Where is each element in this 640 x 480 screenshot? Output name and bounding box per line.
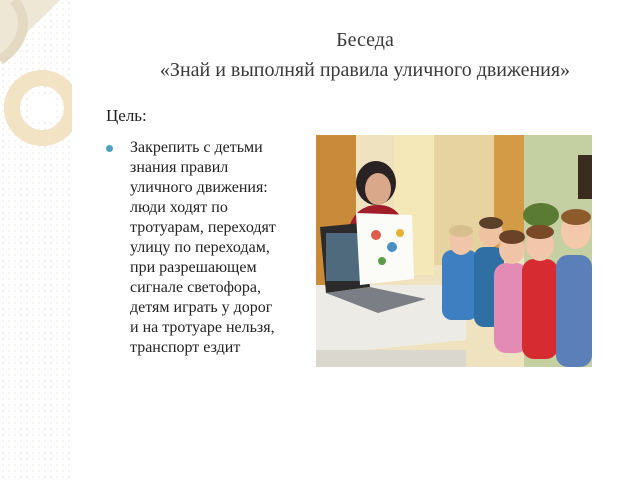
decorative-ornament (0, 0, 72, 480)
slide-title-line2: «Знай и выполняй правила уличного движения» (159, 59, 571, 81)
bullet-text: Закрепить с детьми знания правил уличного движения: люди ходят по тротуарам, переходят улицу по переходам, при разрешающем сигнале светофора, детям играть у дорог и на тротуаре нельзя, транспорт ездит (130, 139, 276, 356)
bullet-dot-icon (106, 145, 113, 152)
classroom-photo (316, 135, 592, 367)
slide-title-line1: Беседа (336, 29, 394, 51)
classroom-photo-icon (316, 135, 592, 367)
goal-label: Цель: (106, 106, 147, 125)
